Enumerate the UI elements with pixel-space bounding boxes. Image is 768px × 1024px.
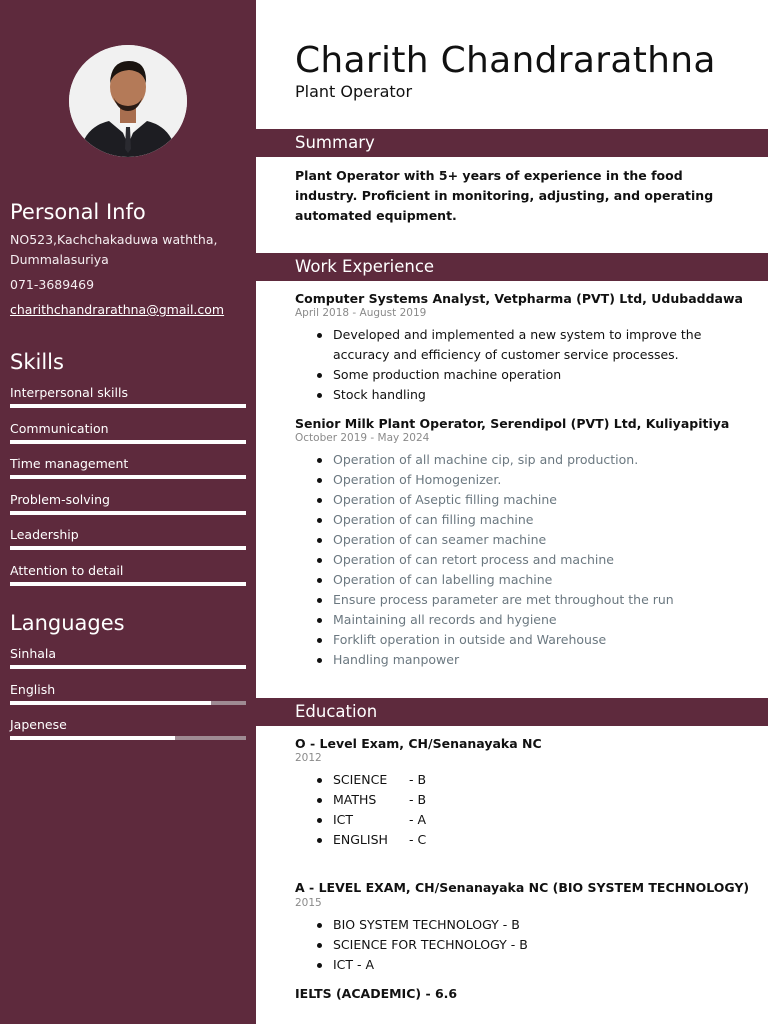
list-item: SCIENCE FOR TECHNOLOGY - B bbox=[315, 935, 715, 955]
candidate-title: Plant Operator bbox=[295, 82, 413, 101]
skill-level-bar bbox=[10, 475, 246, 479]
list-item: Maintaining all records and hygiene bbox=[315, 610, 735, 630]
skill-level-bar bbox=[10, 511, 246, 515]
subject-grade: - C bbox=[409, 832, 427, 847]
edu-1-subjects bbox=[315, 770, 615, 850]
subject-grade: - B bbox=[409, 792, 427, 807]
list-item bbox=[315, 790, 615, 810]
job-1-bullets bbox=[315, 325, 735, 405]
list-item: Some production machine operation bbox=[315, 365, 735, 385]
summary-section-bar bbox=[256, 129, 768, 157]
edu-2-title: A - LEVEL EXAM, CH/Senanayaka NC (BIO SYSTEM TECHNOLOGY) bbox=[295, 880, 750, 895]
list-item bbox=[315, 770, 615, 790]
skill-level-fill bbox=[10, 440, 246, 444]
language-level-fill bbox=[10, 665, 246, 669]
subject-name: SCIENCE bbox=[333, 772, 388, 787]
subject-grade: - B bbox=[409, 772, 427, 787]
skill-level-bar bbox=[10, 582, 246, 586]
list-item: Operation of can retort process and machine bbox=[315, 550, 735, 570]
education-section-bar bbox=[256, 698, 768, 726]
email-container bbox=[10, 300, 224, 320]
skill-label: Leadership bbox=[10, 527, 79, 542]
address-line-2: Dummalasuriya bbox=[10, 252, 109, 267]
list-item: Operation of Aseptic ﬁlling machine bbox=[315, 490, 735, 510]
skill-level-fill bbox=[10, 546, 246, 550]
skill-label: Interpersonal skills bbox=[10, 385, 128, 400]
list-item: Operation of Homogenizer. bbox=[315, 470, 735, 490]
language-level-bar bbox=[10, 701, 246, 705]
list-item: Forklift operation in outside and Warehouse bbox=[315, 630, 735, 650]
subject-name: MATHS bbox=[333, 792, 377, 807]
languages-heading: Languages bbox=[10, 611, 125, 635]
language-label: Sinhala bbox=[10, 646, 57, 661]
subject-name: ENGLISH bbox=[333, 832, 388, 847]
ielts-score: IELTS (ACADEMIC) - 6.6 bbox=[295, 986, 458, 1001]
language-label: Japenese bbox=[10, 717, 67, 732]
job-2-bullets bbox=[315, 450, 735, 670]
skill-label: Communication bbox=[10, 420, 109, 436]
list-item: ICT - A bbox=[315, 955, 715, 975]
list-item: Handling manpower bbox=[315, 650, 735, 670]
skill-level-fill bbox=[10, 475, 246, 479]
work-heading: Work Experience bbox=[295, 257, 435, 276]
edu-1-title: O - Level Exam, CH/Senanayaka NC bbox=[295, 736, 542, 751]
summary-text: Plant Operator with 5+ years of experience in the food industry. Proficient in monitoring, adjusting, and operating automated equipment. bbox=[295, 168, 714, 223]
skill-label: Attention to detail bbox=[10, 562, 124, 578]
summary-heading: Summary bbox=[295, 133, 375, 152]
job-1-date: April 2018 - August 2019 bbox=[295, 307, 427, 319]
person-photo-icon bbox=[69, 45, 187, 157]
language-label: English bbox=[10, 681, 56, 697]
language-level-fill bbox=[10, 701, 211, 705]
phone-number: 071-3689469 bbox=[10, 277, 95, 292]
list-item bbox=[315, 830, 615, 850]
skill-label: Time management bbox=[10, 456, 129, 471]
language-level-fill bbox=[10, 736, 175, 740]
edu-2-date: 2015 bbox=[295, 897, 322, 909]
list-item: Stock handling bbox=[315, 385, 735, 405]
list-item: Operation of can filling machine bbox=[315, 510, 735, 530]
edu-2-subjects bbox=[315, 915, 715, 975]
job-2-date: October 2019 - May 2024 bbox=[295, 432, 430, 444]
job-1-title: Computer Systems Analyst, Vetpharma (PVT) Ltd, Udubaddawa bbox=[295, 291, 743, 306]
language-level-bar bbox=[10, 665, 246, 669]
list-item: Operation of can labelling machine bbox=[315, 570, 735, 590]
profile-photo bbox=[69, 45, 187, 157]
skill-level-fill bbox=[10, 582, 246, 586]
list-item: Operation of can seamer machine bbox=[315, 530, 735, 550]
skill-level-fill bbox=[10, 404, 246, 408]
education-heading: Education bbox=[295, 702, 378, 721]
skill-level-bar bbox=[10, 404, 246, 408]
skill-level-bar bbox=[10, 440, 246, 444]
list-item: Operation of all machine cip, sip and production. bbox=[315, 450, 735, 470]
skill-level-bar bbox=[10, 546, 246, 550]
address-line-1: NO523,Kachchakaduwa waththa, bbox=[10, 232, 218, 247]
language-level-bar bbox=[10, 736, 246, 740]
list-item: BIO SYSTEM TECHNOLOGY - B bbox=[315, 915, 715, 935]
skill-level-fill bbox=[10, 511, 246, 515]
edu-1-date: 2012 bbox=[295, 752, 322, 764]
skills-heading: Skills bbox=[10, 350, 64, 374]
list-item: Developed and implemented a new system to improve the accuracy and efficiency of customer service processes. bbox=[315, 325, 735, 365]
sidebar bbox=[0, 0, 256, 1024]
list-item: Ensure process parameter are met throughout the run bbox=[315, 590, 735, 610]
work-section-bar bbox=[256, 253, 768, 281]
subject-name: ICT bbox=[333, 812, 354, 827]
candidate-name: Charith Chandrarathna bbox=[295, 40, 716, 81]
skill-label: Problem-solving bbox=[10, 491, 110, 507]
subject-grade: - A bbox=[409, 812, 427, 827]
email-link[interactable]: charithchandrarathna@gmail.com bbox=[10, 302, 225, 317]
list-item bbox=[315, 810, 615, 830]
personal-info-heading: Personal Info bbox=[10, 200, 146, 224]
job-2-title: Senior Milk Plant Operator, Serendipol (PVT) Ltd, Kuliyapitiya bbox=[295, 416, 730, 431]
